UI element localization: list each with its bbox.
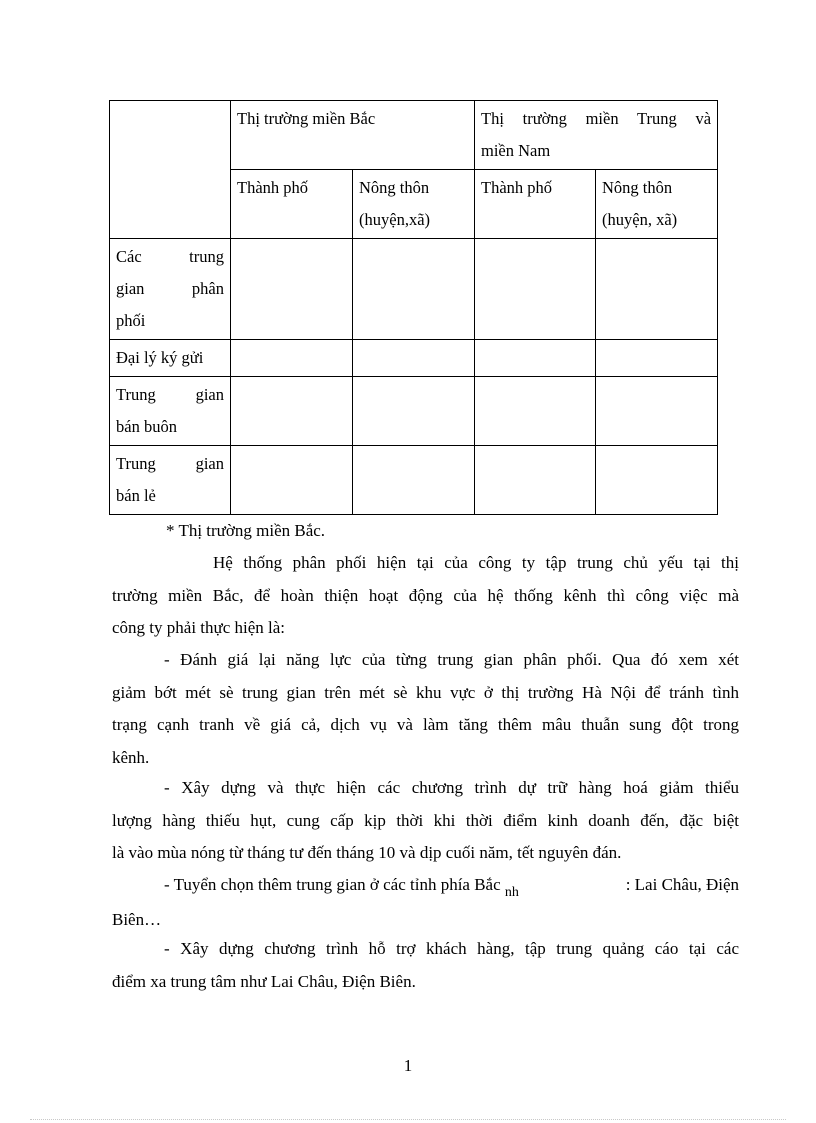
bullet-evaluate-intermediaries: - Đánh giá lại năng lực của từng trung gian phân phối. Qua đó xem xét giảm bớt mét sè trung gian trên mét sè khu vực ở thị trường Hà Nội để tránh tình trạng cạnh tranh về giá cả, dịch vụ và làm tăng thêm mâu thuẫn sung đột trong kênh.	[112, 650, 739, 767]
row-label-wholesale: Trung gian bán buôn	[110, 377, 231, 446]
table-row	[110, 446, 718, 515]
row-label-retail: Trung gian bán lẻ	[110, 446, 231, 515]
row-label-consignment-agent: Đại lý ký gửi	[110, 340, 231, 377]
header-central-south: Thị trường miền Trung và miền Nam	[475, 101, 718, 170]
subheader-city-north: Thành phố	[231, 170, 353, 239]
subheader-rural-north: Nông thôn (huyện,xã)	[353, 170, 475, 239]
table-corner-cell	[110, 101, 231, 239]
distribution-table	[109, 100, 718, 515]
bullet-recruit-intermediaries: - Tuyển chọn thêm trung gian ở các tỉnh phía Bắc $_{nh}$ : Lai Châu, Điện Biên…	[112, 875, 739, 929]
page-number: 1	[403, 1056, 413, 1075]
table-row	[110, 377, 718, 446]
section-heading: * Thị trường miền Bắc.	[166, 521, 326, 540]
bullet-inventory-program: - Xây dựng và thực hiện các chương trình dự trữ hàng hoá giảm thiểu lượng hàng thiếu hụt, cung cấp kịp thời khi thời điểm kinh doanh đến, đặc biệt là vào mùa nóng từ tháng tư đến tháng 10 và dịp cuối năm, tết nguyên đán.	[112, 778, 739, 862]
intro-paragraph: Hệ thống phân phối hiện tại của công ty tập trung chủ yếu tại thị trường miền Bắc, để hoàn thiện hoạt động của hệ thống kênh thì công việc mà công ty phải thực hiện là:	[112, 553, 739, 637]
table-row	[110, 239, 718, 340]
footer-divider	[30, 1119, 786, 1120]
table-row	[110, 340, 718, 377]
subheader-rural-south: Nông thôn (huyện, xã)	[596, 170, 718, 239]
row-label-distribution-intermediaries: Các trung gian phân phối	[110, 239, 231, 340]
bullet-customer-support: - Xây dựng chương trình hỗ trợ khách hàng, tập trung quảng cáo tại các điểm xa trung tâm như Lai Châu, Điện Biên.	[112, 939, 739, 991]
header-north: Thị trường miền Bắc	[231, 101, 475, 170]
subheader-city-south: Thành phố	[475, 170, 596, 239]
